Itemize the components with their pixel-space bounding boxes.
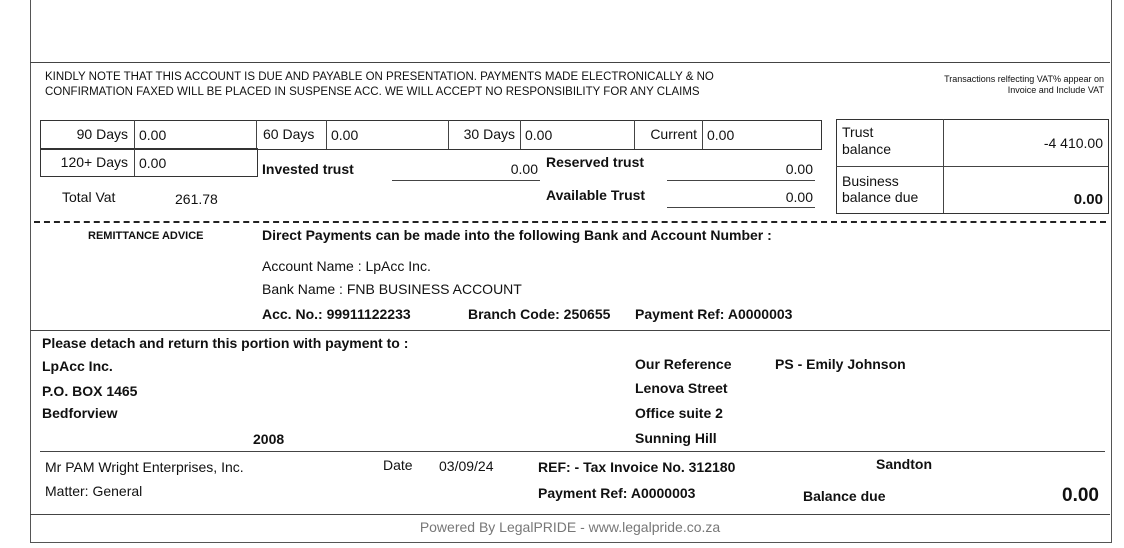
trust-balance-label-line-2: balance (842, 141, 892, 157)
bank-name: Bank Name : FNB BUSINESS ACCOUNT (262, 281, 522, 297)
date-value: 03/09/24 (439, 458, 494, 474)
reserved-trust-value: 0.00 (785, 161, 813, 177)
value-current: 0.00 (707, 127, 735, 143)
total-vat-label: Total Vat (62, 189, 116, 205)
label-60-days: 60 Days (263, 126, 315, 142)
aging-divider (520, 120, 521, 149)
trust-balance-label-line-1: Trust (842, 124, 874, 140)
powered-by: Powered By LegalPRIDE - www.legalpride.co.za (419, 519, 721, 535)
value-60-days: 0.00 (331, 127, 359, 143)
vat-note-line-2: Invoice and Include VAT (1007, 85, 1104, 95)
label-90-days: 90 Days (76, 126, 128, 142)
value-90-days: 0.00 (139, 127, 167, 143)
area: Sunning Hill (635, 430, 717, 446)
notice-line-1: KINDLY NOTE THAT THIS ACCOUNT IS DUE AND PAYABLE ON PRESENTATION. PAYMENTS MADE ELECTRONICALLY & NO (45, 71, 714, 83)
aging-divider (256, 120, 257, 149)
value-30-days: 0.00 (525, 127, 553, 143)
invested-trust-label: Invested trust (262, 161, 354, 177)
header-divider (30, 62, 1110, 63)
client-name: Mr PAM Wright Enterprises, Inc. (45, 459, 244, 475)
footer-divider (40, 451, 1105, 452)
trust-balance-value: -4 410.00 (1043, 135, 1103, 151)
our-reference-value: PS - Emily Johnson (775, 356, 906, 372)
town: Sandton (876, 456, 932, 472)
total-vat-value: 261.78 (175, 191, 218, 207)
available-trust-value: 0.00 (785, 189, 813, 205)
balance-due-label: Balance due (803, 488, 886, 504)
account-notice (45, 70, 714, 100)
payment-instructions-heading: Direct Payments can be made into the following Bank and Account Number : (262, 227, 772, 243)
reserved-trust-underline (667, 180, 815, 181)
tax-invoice-ref: REF: - Tax Invoice No. 312180 (538, 459, 736, 475)
balance-due-value: 0.00 (1062, 485, 1099, 506)
invested-trust-underline (392, 180, 540, 181)
vat-note-line-1: Transactions relfecting VAT% appear on (944, 74, 1104, 84)
aging-divider (326, 120, 327, 149)
business-balance-label-line-2: balance due (842, 189, 919, 205)
city: Bedforview (42, 405, 118, 421)
balance-box-row-divider (836, 166, 1108, 167)
remittance-payment-ref: Payment Ref: A0000003 (635, 306, 793, 322)
reserved-trust-label: Reserved trust (546, 154, 645, 170)
cut-line (34, 221, 1106, 223)
invested-trust-value: 0.00 (510, 161, 538, 177)
postal-code: 2008 (253, 431, 285, 447)
remittance-divider (30, 330, 1110, 331)
vat-note (900, 74, 1104, 96)
available-trust-label: Available Trust (546, 187, 646, 203)
branch-code: Branch Code: 250655 (468, 306, 611, 322)
company-name: LpAcc Inc. (42, 358, 113, 374)
account-number: Acc. No.: 99911122233 (262, 306, 411, 322)
date-label: Date (383, 457, 413, 473)
footer-payment-ref: Payment Ref: A0000003 (538, 485, 696, 501)
account-name: Account Name : LpAcc Inc. (262, 258, 431, 274)
matter: Matter: General (45, 483, 143, 499)
business-balance-value: 0.00 (1073, 191, 1103, 208)
notice-line-2: CONFIRMATION FAXED WILL BE PLACED IN SUSPENSE ACC. WE WILL ACCEPT NO RESPONSIBILITY FOR ANY CLAIMS (45, 86, 700, 98)
value-120-days: 0.00 (139, 155, 167, 171)
label-30-days: 30 Days (463, 126, 515, 142)
business-balance-label (842, 173, 918, 205)
aging-divider (702, 120, 703, 149)
powered-divider (30, 514, 1110, 515)
available-trust-underline (667, 207, 815, 208)
po-box: P.O. BOX 1465 (42, 383, 138, 399)
trust-balance-label (842, 124, 891, 158)
label-120-days: 120+ Days (60, 154, 128, 170)
office-suite: Office suite 2 (635, 405, 723, 421)
our-reference-label: Our Reference (635, 356, 732, 372)
remittance-title: REMITTANCE ADVICE (88, 230, 204, 242)
label-current: Current (650, 126, 697, 142)
business-balance-label-line-1: Business (842, 173, 899, 189)
street-address: Lenova Street (635, 380, 728, 396)
detach-heading: Please detach and return this portion with payment to : (42, 335, 409, 351)
